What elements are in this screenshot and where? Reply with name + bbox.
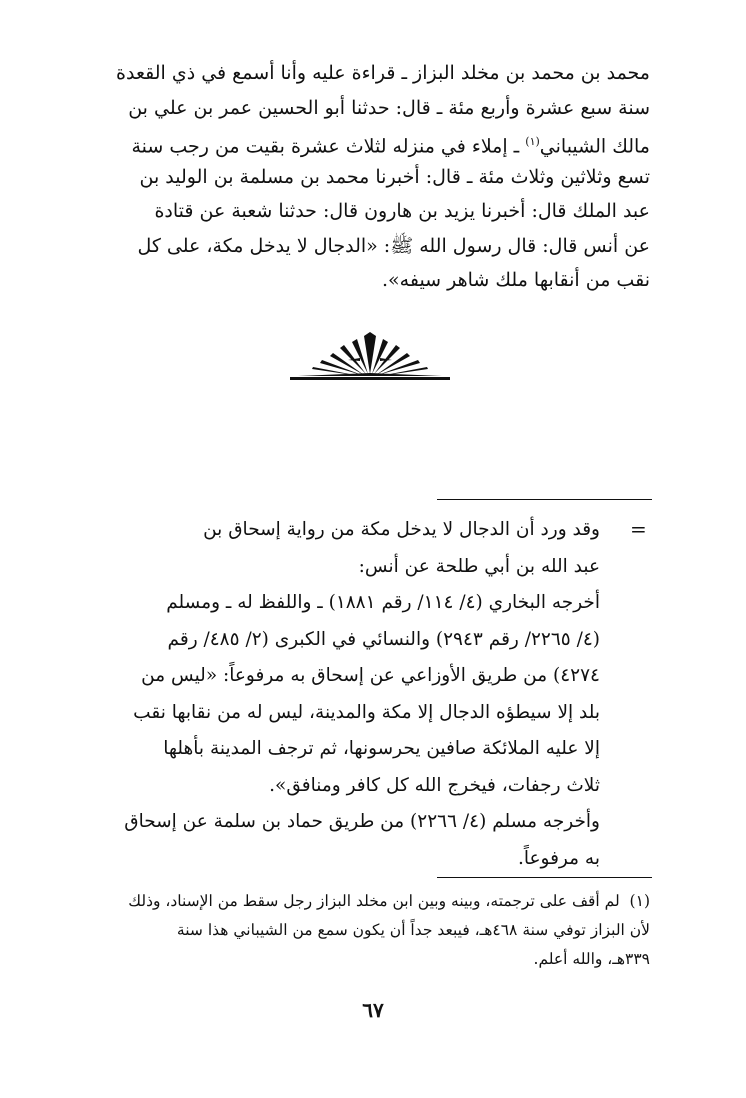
footnote-reference[interactable]: (١) (525, 135, 540, 148)
main-line (90, 125, 650, 160)
commentary-line: بلد إلا سيطؤه الدجال إلا مكة والمدينة، ليس له من نقابها نقب (133, 701, 600, 723)
commentary-divider (437, 499, 652, 500)
commentary-line: عبد الله بن أبي طلحة عن أنس: (358, 555, 600, 577)
commentary-line: وأخرجه مسلم (٤/ ٢٢٦٦) من طريق حماد بن سلمة عن إسحاق (124, 811, 600, 832)
commentary-line: ثلاث رجفات، فيخرج الله كل كافر ومنافق». (269, 774, 600, 796)
main-text (90, 56, 650, 298)
main-line-part: ـ إملاء في منزله لثلاث عشرة بقيت من رجب سنة (131, 135, 526, 158)
sunburst-ornament-icon (290, 330, 450, 382)
main-line: عبد الملك قال: أخبرنا يزيد بن هارون قال: حدثنا شعبة عن قتادة (154, 200, 650, 222)
main-line: تسع وثلاثين وثلاث مئة ـ قال: أخبرنا محمد بن مسلمة بن الوليد بن (139, 165, 650, 188)
main-line: نقب من أنقابها ملك شاهر سيفه». (381, 269, 650, 291)
continuation-mark: = (630, 517, 647, 541)
commentary-line: إلا عليه الملائكة صافين يحرسونها، ثم ترجف المدينة بأهلها (163, 738, 600, 759)
page-number: ٦٧ (362, 998, 384, 1022)
main-line: سنة سبع عشرة وأربع مئة ـ قال: حدثنا أبو الحسين عمر بن علي بن (128, 96, 650, 119)
footnote-line: ٣٣٩هـ، والله أعلم. (533, 950, 650, 968)
commentary-line: (٤/ ٢٢٦٥/ رقم ٢٩٤٣) والنسائي في الكبرى (٢/ ٤٨٥/ رقم (167, 628, 600, 650)
commentary-line: ٤٢٧٤) من طريق الأوزاعي عن إسحاق به مرفوعاً: «ليس من (141, 665, 600, 686)
commentary-line: وقد ورد أن الدجال لا يدخل مكة من رواية إسحاق بن (203, 519, 600, 540)
footnote-line: لأن البزاز توفي سنة ٤٦٨هـ، فيبعد جداً أن يكون سمع من الشيباني هذا سنة (176, 921, 650, 939)
footnote-marker: (١) (629, 892, 650, 910)
commentary-line: أخرجه البخاري (٤/ ١١٤/ رقم ١٨٨١) ـ واللفظ له ـ ومسلم (166, 592, 600, 613)
footnote-text: لم أقف على ترجمته، وبينه وبين ابن مخلد البزاز رجل سقط من الإسناد، وذلك (128, 892, 620, 910)
main-line: محمد بن محمد بن مخلد البزاز ـ قراءة عليه وأنا أسمع في ذي القعدة (116, 62, 650, 84)
footnote (95, 887, 650, 974)
main-line: عن أنس قال: قال رسول الله ﷺ: «الدجال لا يدخل مكة، على كل (137, 234, 650, 257)
footnote-line (95, 887, 650, 916)
commentary-notes (90, 512, 600, 877)
commentary-line: به مرفوعاً. (517, 847, 600, 869)
main-line-part: مالك الشيباني (539, 135, 650, 158)
footnote-divider (437, 877, 652, 878)
